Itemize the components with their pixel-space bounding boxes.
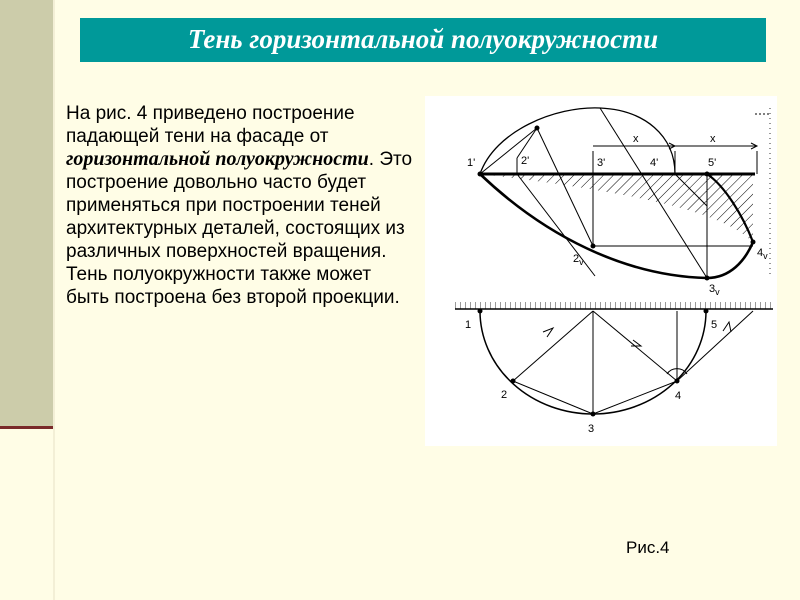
label-b5: 5 (711, 319, 718, 331)
point-b4 (675, 379, 680, 384)
point-b3 (591, 412, 596, 417)
paragraph-emphasis: горизонтальной полуокружности (66, 148, 369, 170)
left-decor-bar (0, 0, 53, 426)
point-3v (705, 276, 710, 281)
bottom-line-d (593, 381, 677, 414)
point-arc (535, 126, 540, 131)
left-decor-line (0, 426, 53, 429)
label-b3: 3 (588, 423, 595, 435)
point-2v (591, 244, 596, 249)
bottom-arrow-1 (543, 328, 553, 337)
bottom-arrow-2 (631, 340, 641, 346)
label-3v: $3_v$ (709, 283, 720, 297)
bottom-line-b (513, 311, 593, 381)
construction-line-c (517, 128, 537, 158)
point-4v (751, 240, 756, 245)
label-5p: 5' (708, 157, 717, 169)
upper-arc (480, 108, 675, 174)
label-b4: 4 (675, 390, 682, 402)
title-banner (80, 18, 766, 62)
label-2v: $2_v$ (573, 253, 584, 267)
paragraph-part1: На рис. 4 приведено построение падающей тени на фасаде от (66, 103, 355, 147)
point-5p (705, 172, 710, 177)
slide-title: Тень горизонтальной полуокружности (187, 24, 659, 54)
paragraph-part2: . Это построение довольно часто будет применяться при построении теней архитектурных деталей, состоящих из различных поверхностей вращения. Тень полуокружности также может быть построена без второй проекции. (66, 149, 413, 308)
left-divider (53, 0, 55, 600)
label-x-2: x (710, 133, 716, 145)
point-b1 (478, 309, 483, 314)
label-4v: $4_v$ (757, 247, 768, 261)
bottom-line-c (513, 381, 593, 414)
label-x-1: x (633, 133, 639, 145)
label-b1: 1 (465, 319, 472, 331)
point-b5 (704, 309, 709, 314)
point-b2 (511, 379, 516, 384)
point-1p (478, 172, 483, 177)
ruler-ticks (455, 302, 773, 309)
bottom-arrow-3 (723, 322, 731, 332)
label-1p: 1' (467, 157, 476, 169)
label-3p: 3' (597, 157, 606, 169)
label-4p: 4' (650, 157, 659, 169)
body-paragraph (66, 102, 418, 309)
figure-4 (425, 96, 777, 446)
construction-line-a (480, 128, 537, 174)
figure-caption: Рис.4 (626, 538, 670, 557)
label-b2: 2 (501, 389, 508, 401)
label-2p: 2' (521, 155, 530, 167)
shadow-construction-drawing (425, 96, 777, 446)
